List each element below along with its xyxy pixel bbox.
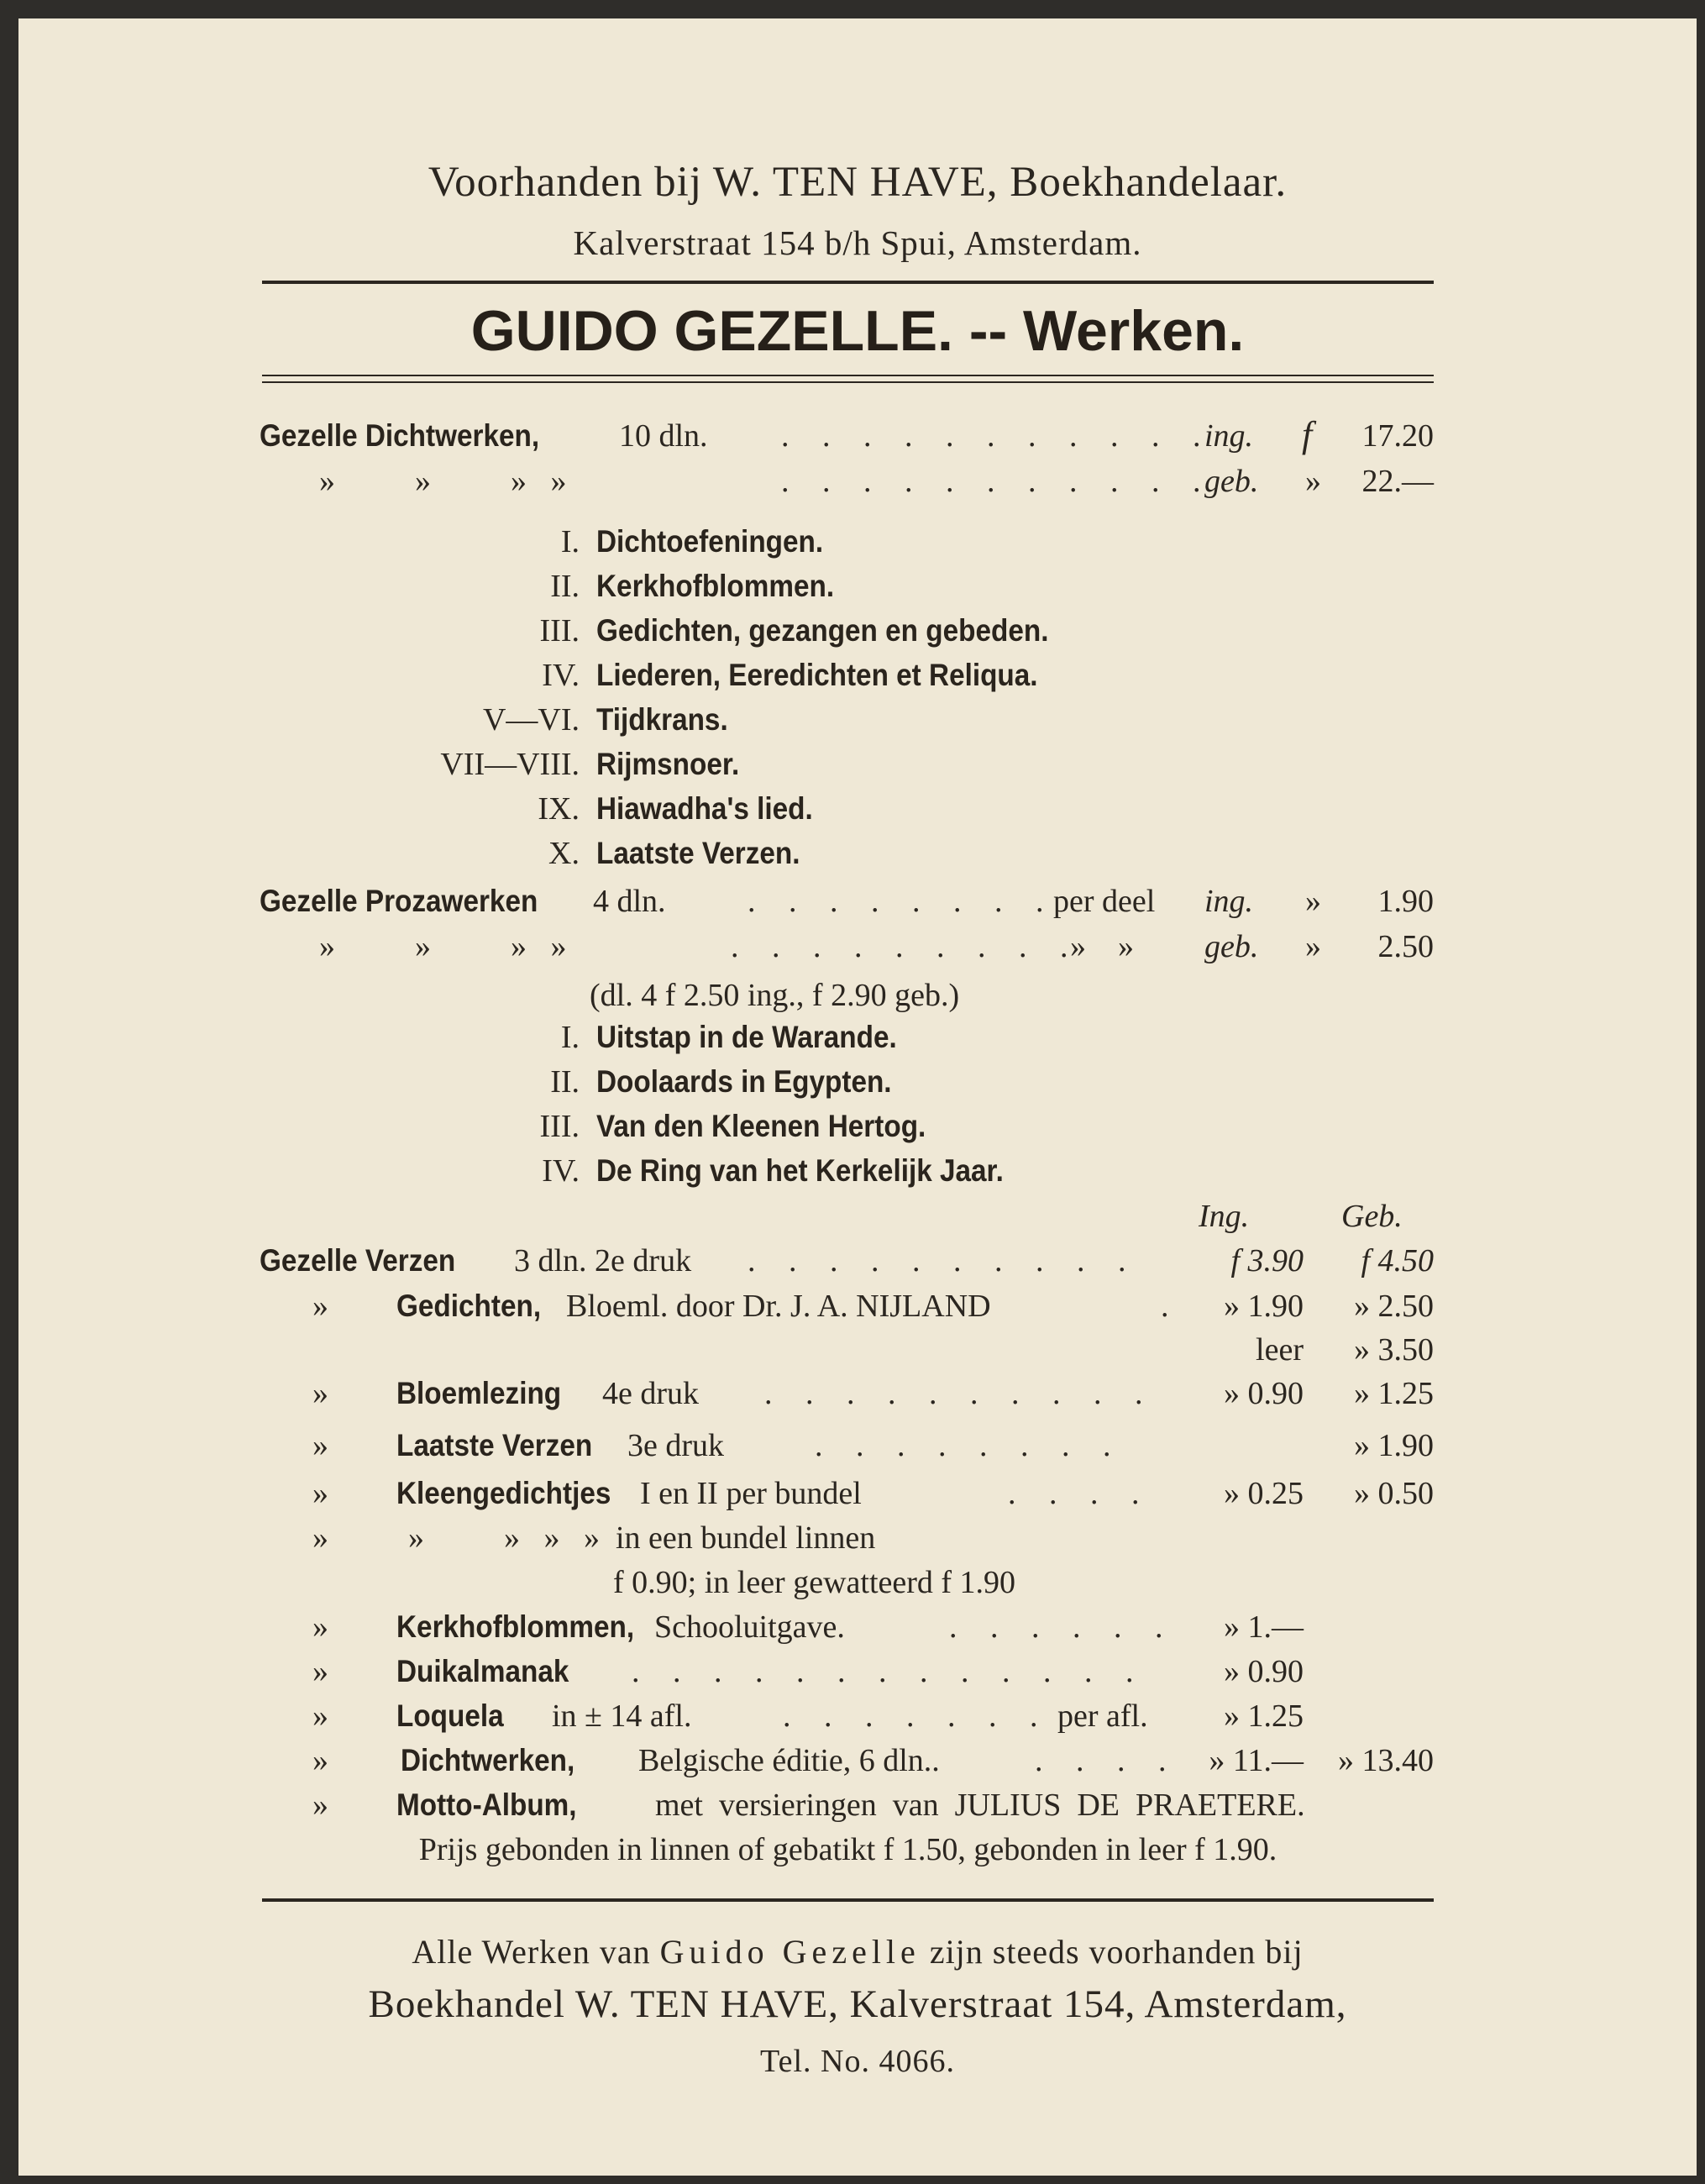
item-ing-price: » 0.25 — [1224, 1476, 1304, 1511]
item-dots: . . . . . . . — [783, 1698, 1051, 1734]
prozawerken-dots: . . . . . . . . — [748, 884, 1057, 919]
volume-number: I. — [560, 1020, 580, 1055]
dichtwerken-ditto: » » » » — [319, 464, 567, 499]
volume-title: Uitstap in de Warande. — [596, 1020, 897, 1054]
prozawerken-ing-label: ing. — [1204, 884, 1254, 919]
footer-line-1 — [18, 1935, 1697, 1969]
item-ditto: » — [312, 1698, 328, 1734]
dichtwerken-geb-ditto: » — [1305, 464, 1321, 499]
volume-number: IX. — [538, 791, 580, 827]
volume-number: III. — [539, 613, 580, 648]
item-detail: Belgische éditie, 6 dln.. — [638, 1743, 940, 1778]
item-detail: Bloeml. door Dr. J. A. NIJLAND — [566, 1289, 991, 1324]
item-name: Bloemlezing — [396, 1376, 562, 1410]
item-detail: Schooluitgave. — [654, 1609, 845, 1645]
volume-number: II. — [550, 1064, 580, 1100]
dichtwerken-ing-price: 17.20 — [1361, 418, 1434, 454]
item-dots: . — [1161, 1289, 1169, 1324]
volume-title: Tijdkrans. — [596, 702, 728, 737]
item-name: Gedichten, — [396, 1289, 542, 1323]
title-rule-lower — [262, 381, 1434, 383]
footer-author: Guido Gezelle — [659, 1933, 921, 1971]
prozawerken-geb-label: geb. — [1204, 929, 1259, 964]
prozawerken-geb-ditto: » — [1305, 929, 1321, 964]
item-ditto: » — [312, 1609, 328, 1645]
prozawerken-ditto: » » » » — [319, 929, 567, 964]
item-extra-label: leer — [1256, 1332, 1304, 1368]
item-geb-price: » 1.90 — [1354, 1428, 1434, 1463]
item-detail: 3e druk — [627, 1428, 725, 1463]
item-name: Duikalmanak — [396, 1654, 569, 1688]
item-dots: . . . . . . . . — [815, 1428, 1124, 1463]
volume-title: Rijmsnoer. — [596, 747, 740, 781]
item-detail: 3 dln. 2e druk — [514, 1243, 692, 1278]
dichtwerken-florin: f — [1302, 414, 1313, 455]
volume-number: IV. — [542, 658, 580, 693]
item-ditto: » — [312, 1428, 328, 1463]
item-geb-price: » 0.50 — [1354, 1476, 1434, 1511]
item-geb-price: » 13.40 — [1338, 1743, 1434, 1778]
volume-number: VII—VIII. — [440, 747, 580, 782]
volume-title: Laatste Verzen. — [596, 836, 800, 870]
item-ditto: » — [312, 1788, 328, 1823]
dichtwerken-count: 10 dln. — [619, 418, 708, 454]
volume-number: IV. — [542, 1153, 580, 1189]
prozawerken-dots-2: . . . . . . . . . — [731, 929, 1081, 964]
footer-bookshop: Boekhandel W. TEN HAVE, Kalverstraat 154, Amsterdam, — [368, 1982, 1347, 2026]
footer-line-1-end: zijn steeds voorhanden bij — [929, 1933, 1304, 1971]
footer-rule — [262, 1898, 1434, 1902]
item-detail: met versieringen van JULIUS DE PRAETERE. — [655, 1788, 1305, 1823]
header-rule — [262, 281, 1434, 284]
dichtwerken-geb-label: geb. — [1204, 464, 1259, 499]
prozawerken-count: 4 dln. — [593, 884, 666, 919]
item-ditto: » — [312, 1476, 328, 1511]
footer-line-1-start: Alle Werken van — [412, 1933, 651, 1971]
item-name: Gezelle Verzen — [260, 1243, 456, 1278]
dichtwerken-dots-2: . . . . . . . . . . . — [781, 464, 1214, 499]
volume-number: II. — [550, 569, 580, 604]
price-list-page — [18, 18, 1697, 2176]
footer-telephone: Tel. No. 4066. — [760, 2044, 955, 2079]
volume-number: X. — [548, 836, 580, 871]
item-name: Kerkhofblommen, — [396, 1609, 635, 1644]
item-ing-price: » 0.90 — [1224, 1376, 1304, 1411]
item-name: Laatste Verzen — [396, 1428, 593, 1462]
title-rule-upper — [262, 375, 1434, 376]
volume-number: V—VI. — [482, 702, 580, 738]
item-dots: . . . . . . . . . . — [764, 1376, 1156, 1411]
item-geb-price: f 4.50 — [1361, 1243, 1434, 1278]
volume-title: Dichtoefeningen. — [596, 524, 824, 559]
volume-title: Van den Kleenen Hertog. — [596, 1109, 926, 1143]
item-ditto: » — [312, 1289, 328, 1324]
item-dots: . . . . . . . . . . — [748, 1243, 1139, 1278]
item-extra-price: » 3.50 — [1354, 1332, 1434, 1368]
item-continuation: f 0.90; in leer gewatteerd f 1.90 — [613, 1565, 1016, 1600]
item-ing-price: » 11.— — [1209, 1743, 1304, 1778]
column-header-ing: Ing. — [1199, 1199, 1250, 1234]
dichtwerken-dots: . . . . . . . . . . . — [781, 418, 1214, 454]
volume-title: Hiawadha's lied. — [596, 791, 813, 826]
item-ing-price: » 1.— — [1224, 1609, 1304, 1645]
header-address: Kalverstraat 154 b/h Spui, Amsterdam. — [573, 223, 1142, 262]
prozawerken-ing-ditto: » — [1305, 884, 1321, 919]
item-per-label: per afl. — [1057, 1698, 1148, 1734]
item-detail: 4e druk — [602, 1376, 700, 1411]
item-name: Kleengedichtjes — [396, 1476, 611, 1510]
prozawerken-geb-price: 2.50 — [1377, 929, 1434, 964]
dichtwerken-name: Gezelle Dichtwerken, — [260, 418, 540, 453]
prozawerken-ing-price: 1.90 — [1377, 884, 1434, 919]
item-ing-price: » 0.90 — [1224, 1654, 1304, 1689]
prozawerken-name: Gezelle Prozawerken — [260, 884, 538, 918]
volume-title: De Ring van het Kerkelijk Jaar. — [596, 1153, 1004, 1188]
item-geb-price: » 2.50 — [1354, 1289, 1434, 1324]
item-detail: in ± 14 afl. — [552, 1698, 692, 1734]
dichtwerken-geb-price: 22.— — [1361, 464, 1434, 499]
prozawerken-per-deel: per deel — [1053, 884, 1156, 919]
volume-title: Doolaards in Egypten. — [596, 1064, 892, 1099]
item-ing-price: » 1.25 — [1224, 1698, 1304, 1734]
item-ditto: » — [312, 1654, 328, 1689]
item-geb-price: » 1.25 — [1354, 1376, 1434, 1411]
item-ing-price: » 1.90 — [1224, 1289, 1304, 1324]
item-detail: I en II per bundel — [640, 1476, 862, 1511]
prozawerken-note: (dl. 4 f 2.50 ing., f 2.90 geb.) — [590, 978, 960, 1013]
volume-number: III. — [539, 1109, 580, 1144]
item-ditto: » — [312, 1376, 328, 1411]
header-bookseller: Voorhanden bij W. TEN HAVE, Boekhandelaar. — [428, 159, 1288, 206]
volume-number: I. — [560, 524, 580, 559]
item-name: Loquela — [396, 1698, 504, 1733]
dichtwerken-ing-label: ing. — [1204, 418, 1254, 454]
item-name: Motto-Album, — [396, 1788, 577, 1822]
page-title: GUIDO GEZELLE. -- Werken. — [470, 299, 1245, 363]
volume-title: Gedichten, gezangen en gebeden. — [596, 613, 1049, 648]
item-name: Dichtwerken, — [401, 1743, 575, 1777]
volume-title: Kerkhofblommen. — [596, 569, 835, 603]
item-continuation: Prijs gebonden in linnen of gebatikt f 1.50, gebonden in leer f 1.90. — [418, 1832, 1277, 1867]
item-dots: . . . . — [1008, 1476, 1152, 1511]
item-dots: . . . . — [1035, 1743, 1179, 1778]
prozawerken-ditto-2: » » — [1070, 929, 1134, 964]
volume-title: Liederen, Eeredichten et Reliqua. — [596, 658, 1038, 692]
item-ditto: » — [312, 1743, 328, 1778]
item-dots: . . . . . . — [949, 1609, 1176, 1645]
item-dots: . . . . . . . . . . . . . — [632, 1654, 1146, 1689]
column-header-geb: Geb. — [1341, 1199, 1403, 1234]
item-ditto-line: » » » » » in een bundel linnen — [312, 1520, 876, 1556]
item-ing-price: f 3.90 — [1230, 1243, 1304, 1278]
